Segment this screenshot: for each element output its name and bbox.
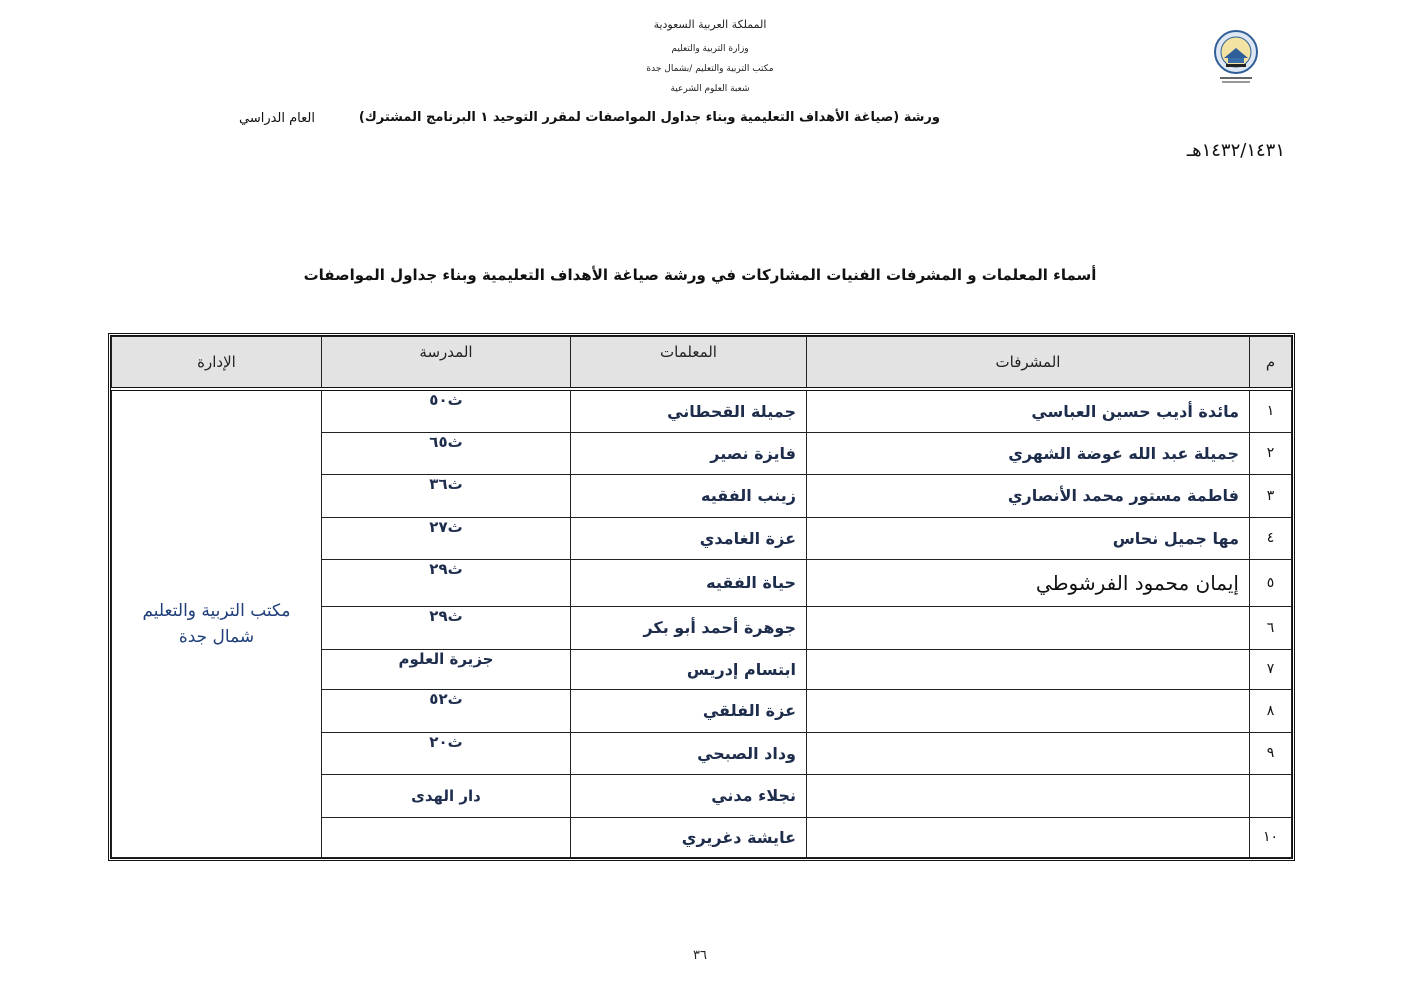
school-name: ث٦٥ bbox=[322, 432, 571, 474]
row-number: ٦ bbox=[1250, 606, 1292, 649]
teacher-name: حياة الفقيه bbox=[571, 559, 807, 606]
hijri-year: ١٤٣٢/١٤٣١هـ bbox=[1186, 140, 1285, 161]
administration-line-2: شمال جدة bbox=[178, 627, 255, 647]
school-name: ث٢٧ bbox=[322, 517, 571, 559]
school-name bbox=[322, 817, 571, 858]
supervisor-name bbox=[807, 732, 1250, 774]
school-name: ث٢٩ bbox=[322, 606, 571, 649]
supervisor-name bbox=[807, 817, 1250, 858]
school-name: جزيرة العلوم bbox=[322, 649, 571, 689]
supervisor-name bbox=[807, 649, 1250, 689]
school-name: ث٥٠ bbox=[322, 389, 571, 432]
row-number: ١٠ bbox=[1250, 817, 1292, 858]
row-number: ٢ bbox=[1250, 432, 1292, 474]
teacher-name: ابتسام إدريس bbox=[571, 649, 807, 689]
participants-table bbox=[111, 336, 1292, 858]
row-number: ٤ bbox=[1250, 517, 1292, 559]
administration-line-1: مكتب التربية والتعليم bbox=[142, 601, 291, 621]
row-number: ٩ bbox=[1250, 732, 1292, 774]
column-header-number: م bbox=[1250, 337, 1292, 390]
ministry-logo bbox=[1210, 28, 1262, 86]
supervisor-name bbox=[807, 774, 1250, 817]
teacher-name: جميلة القحطاني bbox=[571, 389, 807, 432]
academic-year-label: العام الدراسي bbox=[238, 111, 315, 126]
school-name: ث٣٦ bbox=[322, 474, 571, 517]
teacher-name: عزة الفلقي bbox=[571, 689, 807, 732]
supervisor-name bbox=[807, 606, 1250, 649]
header-section: شعبة العلوم الشرعية bbox=[670, 84, 750, 94]
supervisor-name: إيمان محمود الفرشوطي bbox=[807, 559, 1250, 606]
column-header-school: المدرسة bbox=[322, 337, 571, 390]
teacher-name: نجلاء مدني bbox=[571, 774, 807, 817]
teacher-name: عايشة دغريري bbox=[571, 817, 807, 858]
header-kingdom: المملكة العربية السعودية bbox=[653, 18, 767, 31]
header-office: مكتب التربية والتعليم /بشمال جدة bbox=[646, 64, 774, 74]
school-name: ث٢٩ bbox=[322, 559, 571, 606]
teacher-name: فايزة نصير bbox=[571, 432, 807, 474]
administration-cell bbox=[112, 389, 322, 858]
supervisor-name bbox=[807, 689, 1250, 732]
supervisor-name: جميلة عبد الله عوضة الشهري bbox=[807, 432, 1250, 474]
teacher-name: وداد الصبحي bbox=[571, 732, 807, 774]
teacher-name: زينب الفقيه bbox=[571, 474, 807, 517]
supervisor-name: فاطمة مستور محمد الأنصاري bbox=[807, 474, 1250, 517]
teacher-name: عزة الغامدي bbox=[571, 517, 807, 559]
row-number: ٣ bbox=[1250, 474, 1292, 517]
column-header-administration: الإدارة bbox=[112, 337, 322, 390]
list-heading: أسماء المعلمات و المشرفات الفنيات المشاركات في ورشة صياغة الأهداف التعليمية وبناء جداول المواصفات bbox=[303, 266, 1097, 284]
row-number bbox=[1250, 774, 1292, 817]
row-number: ٨ bbox=[1250, 689, 1292, 732]
table-header-row bbox=[112, 337, 1292, 390]
school-name: ث٥٢ bbox=[322, 689, 571, 732]
header-ministry: وزارة التربية والتعليم bbox=[671, 44, 749, 54]
teacher-name: جوهرة أحمد أبو بكر bbox=[571, 606, 807, 649]
workshop-title: ورشة (صياغة الأهداف التعليمية وبناء جداول المواصفات لمقرر التوحيد ١ البرنامج المشترك) bbox=[358, 110, 940, 125]
column-header-teachers: المعلمات bbox=[571, 337, 807, 390]
school-name: ث٢٠ bbox=[322, 732, 571, 774]
row-number: ١ bbox=[1250, 389, 1292, 432]
row-number: ٧ bbox=[1250, 649, 1292, 689]
column-header-supervisors: المشرفات bbox=[807, 337, 1250, 390]
page-number: ٣٦ bbox=[693, 948, 707, 963]
participants-table-frame bbox=[108, 333, 1295, 861]
supervisor-name: مائدة أديب حسين العباسي bbox=[807, 389, 1250, 432]
row-number: ٥ bbox=[1250, 559, 1292, 606]
supervisor-name: مها جميل نحاس bbox=[807, 517, 1250, 559]
school-name: دار الهدى bbox=[322, 774, 571, 817]
table-row bbox=[112, 389, 1292, 432]
